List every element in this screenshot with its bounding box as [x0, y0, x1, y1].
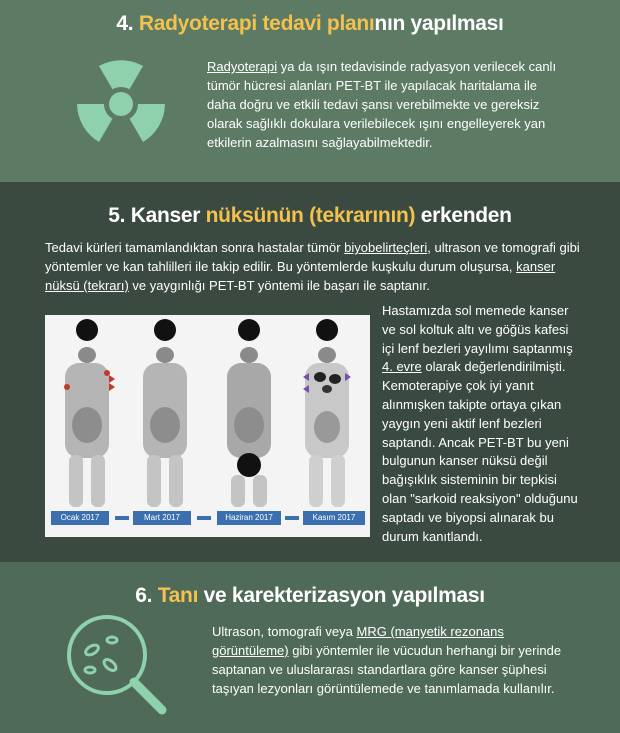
section4-paragraph: Radyoterapi ya da ışın tedavisinde radyasyon verilecek canlı tümör hücresi alanları PET-BT ile yapılacak haritalama ile daha doğru ve etkili tedavi şansı verebilmekte ve gereksiz olarak sağlıklı dokulara verilebilecek ışını engelleyerek yan etkilerin azalmasını sağlayabilmektedir. [207, 59, 557, 150]
section-diagnosis [0, 562, 620, 733]
timeline-arrow-icon [285, 516, 299, 520]
biomarkers-link[interactable]: biyobelirteçleri [344, 240, 428, 255]
section5-case-paragraph: Hastamızda sol memede kanser ve sol koltuk altı ve göğüs kafesi içi lenf bezleri yayılımı saptanmış 4. evre olarak değerlendirilmişti. Kemoterapiye çok iyi yanıt alınmışken takipte ortaya çıkan yaygın yeni aktif lenf bezleri saptandı. Ancak PET-BT bu yeni bulgunun kanser nüksü değil bağışıklık sisteminin bir tepkisi olan "sarkoid reaksiyon" olduğunu saptadı ve biyopsi alınarak bu durum kanıtlandı. [382, 303, 578, 544]
scan-label-kasim: Kasım 2017 [303, 511, 365, 525]
timeline-arrow-icon [197, 516, 211, 520]
scan-ocak [64, 319, 115, 507]
section6-paragraph: Ultrason, tomografi veya MRG (manyetik rezonans görüntüleme) gibi yöntemler ile vücudun herhangi bir yerinde saptanan ve uluslararası standartlara göre kanser şüphesi taşıyan lezyonları görüntülemede ve tanımlamada kullanılır. [212, 624, 562, 696]
pet-scan-figures [45, 315, 370, 537]
timeline-arrow-icon [115, 516, 129, 520]
section-recurrence [0, 182, 620, 562]
scan-label-ocak: Ocak 2017 [51, 511, 109, 525]
section5-intro-paragraph: Tedavi kürleri tamamlandıktan sonra hastalar tümör biyobelirteçleri, ultrason ve tomografi gibi yöntemler ve kan tahlilleri ile takip edilir. Bu yöntemlerde kuşkulu durum oluşursa, kanser nüksü (tekrarı) ve yaygınlığı PET-BT yöntemi ile başarı ile saptanır. [45, 240, 580, 293]
scan-haziran [227, 319, 271, 507]
magnifier-icon [62, 610, 174, 722]
radiotherapy-link[interactable]: Radyoterapi [207, 59, 278, 74]
scan-label-mart: Mart 2017 [133, 511, 191, 525]
section4-title: 4. Radyoterapi tedavi planının yapılması [116, 12, 504, 35]
scan-kasim [303, 319, 351, 507]
section-radiotherapy [0, 0, 620, 182]
scan-label-haziran: Haziran 2017 [217, 511, 281, 525]
radiation-icon [62, 56, 180, 160]
pet-scan-image [45, 315, 370, 537]
section5-title: 5. Kanser nüksünün (tekrarının) erkenden [108, 204, 512, 227]
section6-title: 6. Tanı ve karekterizasyon yapılması [135, 584, 485, 607]
mrg-link[interactable]: MRG (manyetik rezonans görüntüleme) [212, 624, 504, 658]
stage4-link[interactable]: 4. evre [382, 359, 422, 375]
recurrence-link[interactable]: kanser nüksü (tekrarı) [45, 259, 556, 293]
scan-mart [143, 319, 187, 507]
